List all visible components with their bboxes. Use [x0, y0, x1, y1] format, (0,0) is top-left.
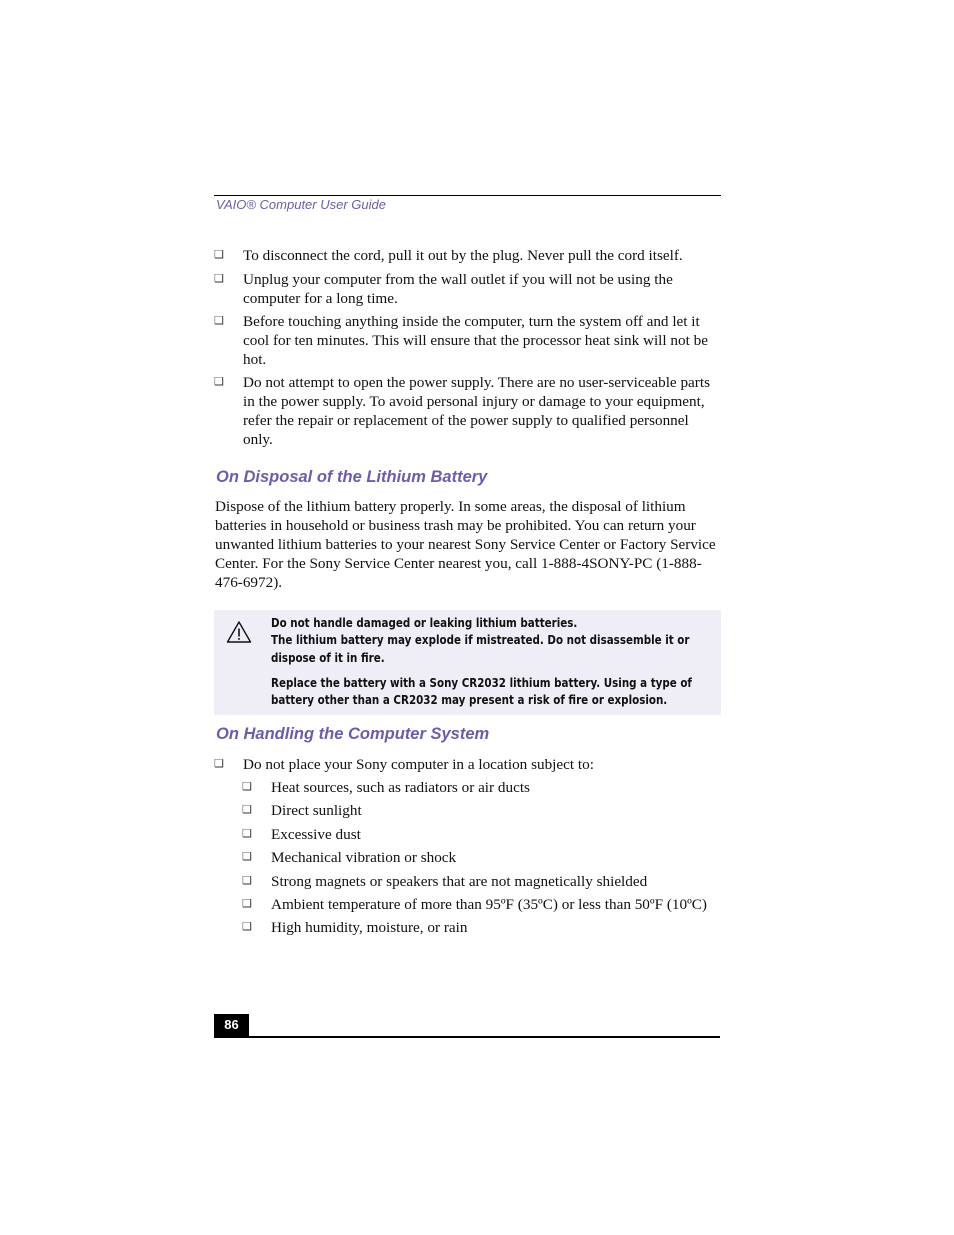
checkbox-bullet-icon: ❑: [242, 804, 252, 816]
sub-list-item: ❑ Direct sunlight: [242, 802, 362, 819]
warning-line: Replace the battery with a Sony CR2032 lithium battery. Using a type of: [271, 676, 692, 690]
warning-line: The lithium battery may explode if mistreated. Do not disassemble it or: [271, 633, 690, 647]
checkbox-bullet-icon: ❑: [242, 828, 252, 840]
section-heading-lithium-battery: On Disposal of the Lithium Battery: [216, 468, 488, 486]
footer-rule: [214, 1036, 720, 1038]
sub-list-item: ❑ Strong magnets or speakers that are not magnetically shielded: [242, 873, 648, 890]
list-item: ❑ To disconnect the cord, pull it out by the plug. Never pull the cord itself.: [214, 247, 683, 264]
page-number: 86: [214, 1014, 249, 1036]
list-item: ❑ Do not place your Sony computer in a location subject to:: [214, 756, 594, 773]
checkbox-bullet-icon: ❑: [214, 758, 224, 770]
warning-triangle-icon: [226, 620, 252, 644]
list-item: ❑ Unplug your computer from the wall outlet if you will not be using the computer for a long time.: [214, 271, 673, 307]
checkbox-bullet-icon: ❑: [242, 898, 252, 910]
section-heading-handling: On Handling the Computer System: [216, 725, 490, 743]
checkbox-bullet-icon: ❑: [242, 875, 252, 887]
warning-line: battery other than a CR2032 may present a risk of fire or explosion.: [271, 693, 668, 707]
sub-list-item: ❑ Mechanical vibration or shock: [242, 849, 457, 866]
checkbox-bullet-icon: ❑: [214, 376, 224, 388]
checkbox-bullet-icon: ❑: [242, 921, 252, 933]
checkbox-bullet-icon: ❑: [242, 781, 252, 793]
checkbox-bullet-icon: ❑: [214, 315, 224, 327]
sub-list-item: ❑ Ambient temperature of more than 95ºF (35ºC) or less than 50ºF (10ºC): [242, 896, 707, 913]
sub-list-item: ❑ Heat sources, such as radiators or air ducts: [242, 779, 530, 796]
running-head: VAIO® Computer User Guide: [216, 197, 386, 212]
warning-line: Do not handle damaged or leaking lithium batteries.: [271, 616, 578, 630]
checkbox-bullet-icon: ❑: [214, 249, 224, 261]
checkbox-bullet-icon: ❑: [214, 273, 224, 285]
header-rule: [214, 195, 721, 196]
list-item: ❑ Do not attempt to open the power supply. There are no user-serviceable parts in the power supply. To avoid personal injury or damage to your equipment, refer the repair or replacement of the power supply to qualified personnel only.: [214, 374, 710, 448]
lithium-battery-paragraph: Dispose of the lithium battery properly. In some areas, the disposal of lithium batteries in household or business trash may be prohibited. You can return your unwanted lithium batteries to your nearest Sony Service Center or Factory Service Center. For the Sony Service Center nearest you, call 1-888-4SONY-PC (1-888-476-6972).: [215, 498, 716, 591]
warning-note-box: [214, 610, 721, 715]
warning-line: dispose of it in fire.: [271, 651, 385, 665]
list-item: ❑ Before touching anything inside the computer, turn the system off and let it cool for ten minutes. This will ensure that the processor heat sink will not be hot.: [214, 313, 708, 368]
sub-list-item: ❑ Excessive dust: [242, 826, 361, 843]
checkbox-bullet-icon: ❑: [242, 851, 252, 863]
sub-list-item: ❑ High humidity, moisture, or rain: [242, 919, 468, 936]
